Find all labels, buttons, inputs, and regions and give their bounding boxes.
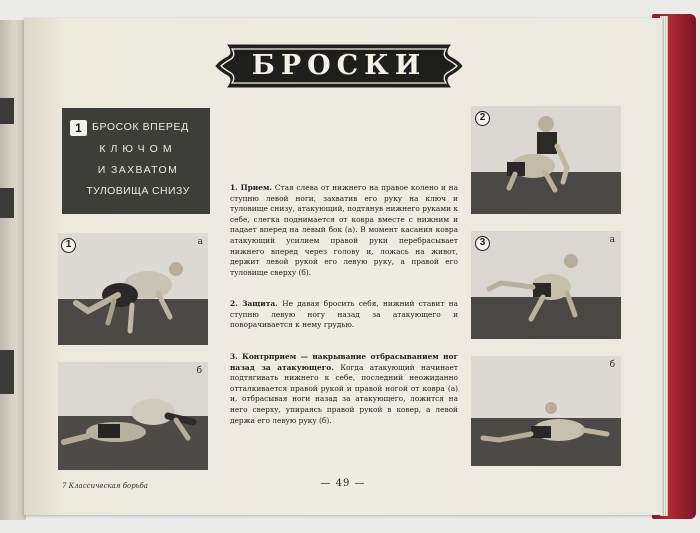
photo-letter: а xyxy=(609,235,615,245)
section-heading: 2. Защита. xyxy=(230,299,283,308)
section-heading: 1. Прием. xyxy=(230,183,275,192)
previous-page-edge xyxy=(0,20,26,520)
caption-number: 1 xyxy=(70,120,87,136)
caption-line: И ЗАХВАТОМ xyxy=(97,164,179,176)
wrestling-photo-3a xyxy=(471,231,621,339)
caption-line: ТУЛОВИЩА СНИЗУ xyxy=(86,185,190,197)
section-defense xyxy=(230,299,458,331)
photo-letter: б xyxy=(609,360,615,370)
technique-caption-box xyxy=(62,108,210,214)
section-heading: 3. Контрприем — накрывание отбрасыванием ног назад за атакующего. xyxy=(230,352,458,372)
section-body: Когда атакующий начинает подтягивать нижнего к себе, последний неожиданно отталкивается правой рукой и правой ногой от ковра (а) и, отбрасывая ноги назад за атакующего, ложится на него сверху, упираясь правой рукой в ковер, а левой держа его левую руку (б). xyxy=(230,362,458,425)
section-body: Стая слева от нижнего на правое колено и на ступню левой ноги, захватив его руку на ключ и туловище снизу, атакующий, подтянув нижнего руками к себе, слегка поднимается от ковра вместе с нижним и падает вперед на левый бок (а). В момент касания ковра атакующий усилием правой руки перебрасывает нижнего вперед через голову и, ложась на живот, держит левой рукой его левую руку, а правой его туловище сверху (б). xyxy=(230,183,459,277)
photo-letter: а xyxy=(197,237,203,247)
section-counter xyxy=(230,352,458,426)
page-title: БРОСКИ xyxy=(251,50,427,81)
caption-line: БРОСОК ВПЕРЕД xyxy=(92,121,189,133)
page-number: — 49 — xyxy=(320,478,366,489)
wrestling-photo-1b xyxy=(58,362,208,470)
photo-letter: б xyxy=(196,366,202,376)
caption-line: КЛЮЧОМ xyxy=(99,143,177,155)
photo-number: 2 xyxy=(475,111,490,126)
wrestling-photo-2 xyxy=(471,106,621,214)
wrestling-photo-1a xyxy=(58,233,208,345)
photo-number: 3 xyxy=(475,236,490,251)
title-banner xyxy=(214,41,464,91)
wrestling-photo-3b xyxy=(471,356,621,466)
section-technique xyxy=(230,183,458,278)
section-body: Не давая бросить себя, нижний ставит на ступню левую ногу назад за атакующего и поворачивается к нему грудью. xyxy=(230,299,458,330)
footer-signature: 7 Классическая борьба xyxy=(62,482,148,490)
photo-number: 1 xyxy=(61,238,76,253)
